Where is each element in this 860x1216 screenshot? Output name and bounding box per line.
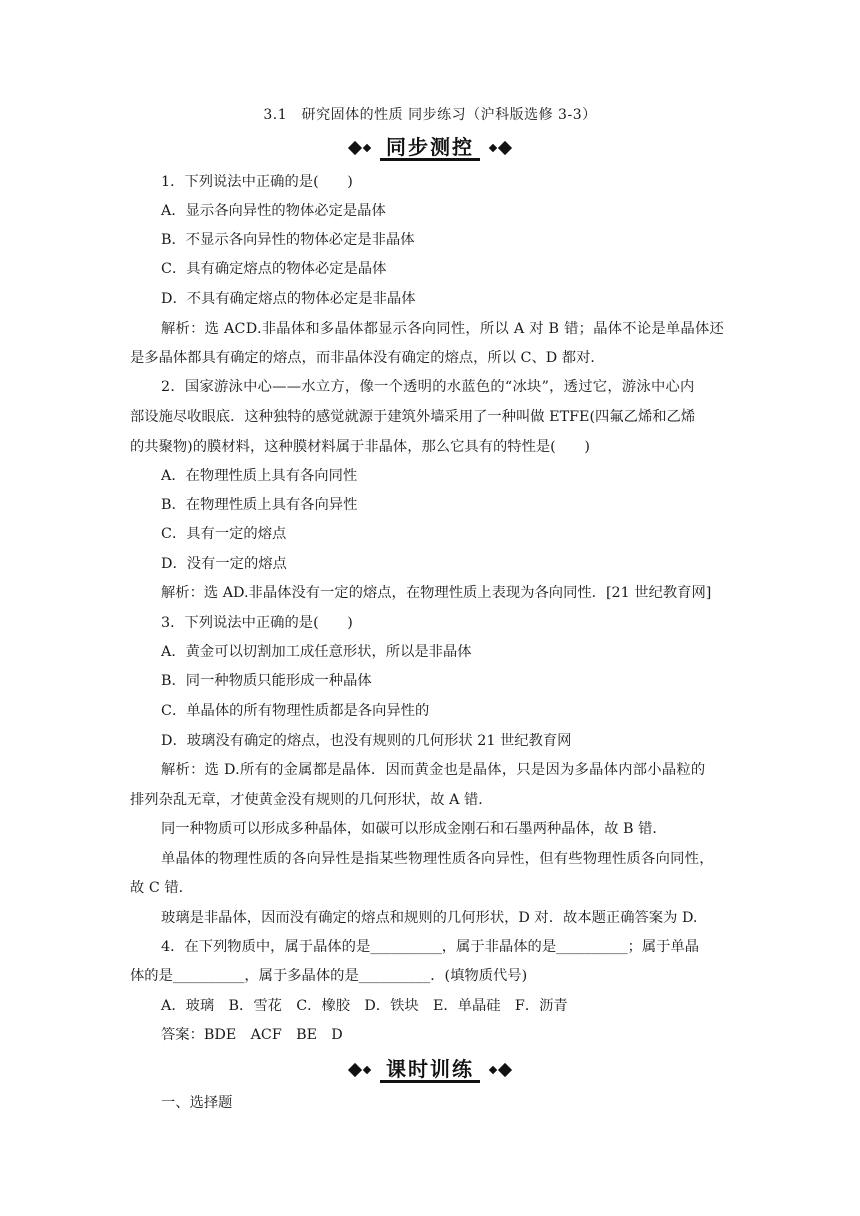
question-3-option-b: B．同一种物质只能形成一种晶体 [161, 673, 372, 689]
banner-ornament-left [350, 1065, 370, 1075]
question-3-analysis-b: 同一种物质可以形成多种晶体，如碳可以形成金刚石和石墨两种晶体，故 B 错． [161, 821, 667, 837]
question-2-analysis: 解析：选 AD.非晶体没有一定的熔点，在物理性质上表现为各向同性．[21 世纪教育网] [161, 585, 712, 601]
section-banner-lesson-training [0, 1055, 860, 1085]
question-3-option-a: A．黄金可以切割加工成任意形状，所以是非晶体 [161, 644, 472, 660]
question-2-stem-cont-2: 的共聚物)的膜材料，这种膜材料属于非晶体，那么它具有的特性是( ) [130, 439, 590, 455]
question-3-analysis-c-cont: 故 C 错． [130, 880, 193, 896]
question-4-stem: 4．在下列物质中，属于晶体的是__________，属于非晶体的是__________；属于单晶 [161, 939, 700, 955]
question-3-analysis-cont: 排列杂乱无章，才使黄金没有规则的几何形状，故 A 错． [130, 792, 493, 808]
question-3-option-d: D．玻璃没有确定的熔点，也没有规则的几何形状 21 世纪教育网 [161, 733, 572, 749]
banner-ornament-right [490, 143, 510, 153]
banner-ornament-left [350, 143, 370, 153]
question-1-analysis-cont: 是多晶体都具有确定的熔点，而非晶体没有确定的熔点，所以 C、D 都对． [130, 350, 605, 366]
question-3-option-c: C．单晶体的所有物理性质都是各向异性的 [161, 703, 430, 719]
question-4-options: A．玻璃 B．雪花 C．橡胶 D．铁块 E．单晶硅 F．沥青 [161, 998, 568, 1014]
section-banner-sync-test [0, 133, 860, 163]
question-1-option-a: A．显示各向异性的物体必定是晶体 [161, 203, 386, 219]
question-2-option-c: C．具有一定的熔点 [161, 526, 287, 542]
question-3-stem: 3．下列说法中正确的是( ) [161, 615, 353, 631]
question-2-option-b: B．在物理性质上具有各向异性 [161, 497, 358, 513]
question-2-stem-cont: 部设施尽收眼底．这种独特的感觉就源于建筑外墙采用了一种叫做 ETFE(四氟乙烯和乙烯 [130, 409, 696, 425]
question-3-analysis-d: 玻璃是非晶体，因而没有确定的熔点和规则的几何形状，D 对．故本题正确答案为 D. [161, 910, 698, 926]
question-1-option-c: C．具有确定熔点的物体必定是晶体 [161, 261, 387, 277]
question-2-option-a: A．在物理性质上具有各向同性 [161, 468, 358, 484]
question-2-option-d: D．没有一定的熔点 [161, 556, 287, 572]
question-1-option-b: B．不显示各向异性的物体必定是非晶体 [161, 232, 415, 248]
question-3-analysis-c: 单晶体的物理性质的各向异性是指某些物理性质各向异性，但有些物理性质各向同性， [161, 851, 714, 867]
question-1-analysis: 解析：选 ACD.非晶体和多晶体都显示各向同性，所以 A 对 B 错；晶体不论是单晶体还 [161, 321, 725, 337]
question-4-answer: 答案：BDE ACF BE D [161, 1027, 343, 1043]
document-title: 3.1 研究固体的性质 同步练习（沪科版选修 3-3） [263, 107, 597, 123]
section-heading-choice: 一、选择题 [161, 1095, 233, 1111]
banner-title: 课时训练 [380, 1058, 480, 1083]
question-3-analysis: 解析：选 D.所有的金属都是晶体．因而黄金也是晶体，只是因为多晶体内部小晶粒的 [161, 762, 706, 778]
banner-title: 同步测控 [380, 136, 480, 161]
banner-ornament-right [490, 1065, 510, 1075]
question-4-stem-cont: 体的是__________，属于多晶体的是__________．(填物质代号) [130, 968, 528, 984]
question-1-option-d: D．不具有确定熔点的物体必定是非晶体 [161, 291, 416, 307]
question-2-stem: 2．国家游泳中心——水立方，像一个透明的水蓝色的“冰块”，透过它，游泳中心内 [161, 379, 695, 395]
question-1-stem: 1．下列说法中正确的是( ) [161, 174, 353, 190]
